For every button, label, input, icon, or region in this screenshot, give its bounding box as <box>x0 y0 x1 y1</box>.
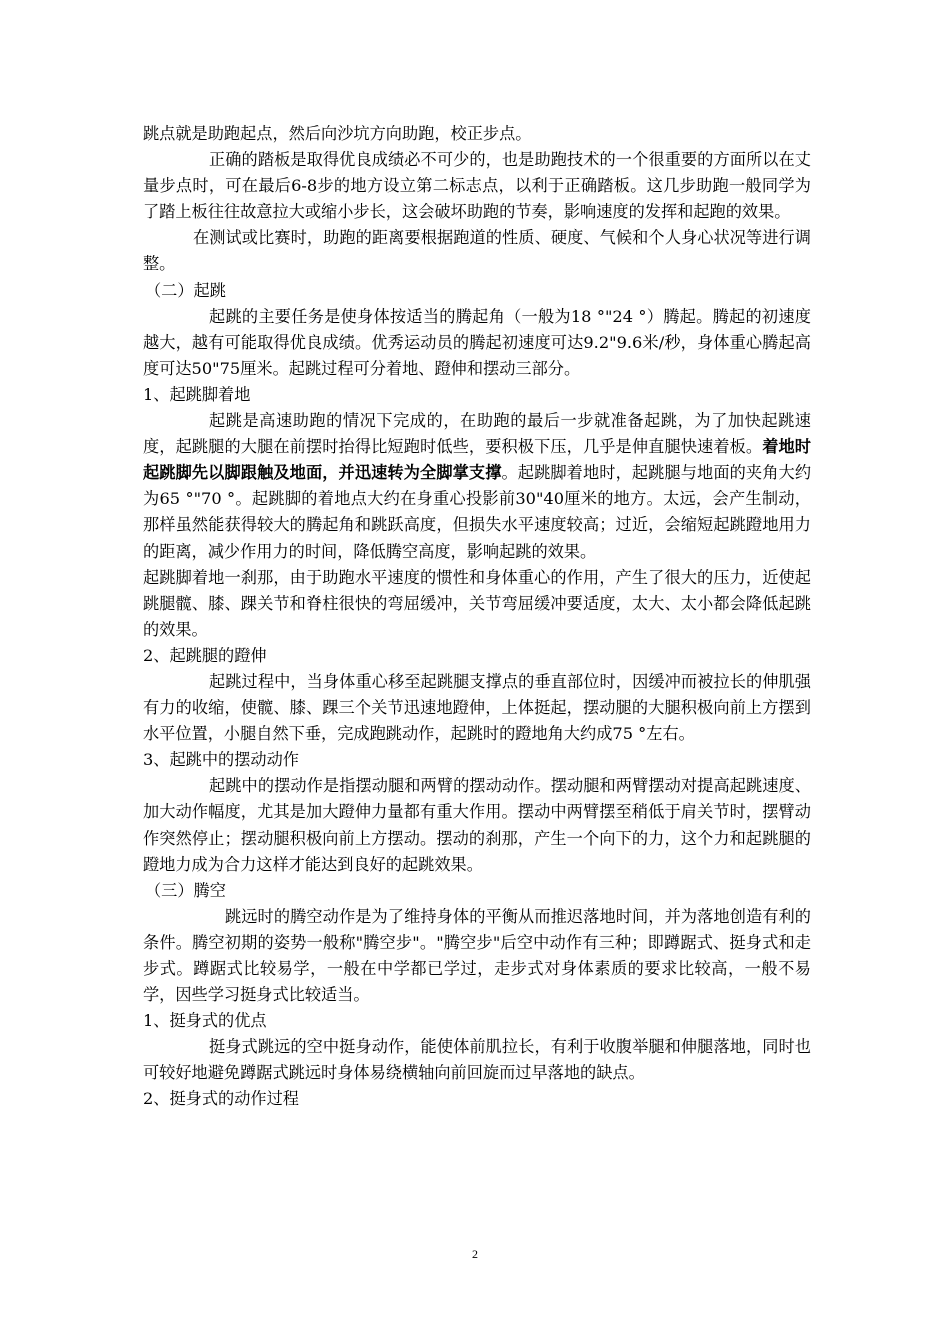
paragraph <box>143 408 811 565</box>
subsection-heading: 1、起跳脚着地 <box>143 384 251 404</box>
section-heading: （二）起跳 <box>145 280 226 300</box>
text-run: 。起跳脚着地时，起跳腿与地面的夹角大约为65 °"70 °。起跳脚的着地点大约在身重心投影前30"40厘米的地方。太远，会产生制动，那样虽然能获得较大的腾起角和跳跃高度，但损失水平速度较高；过近，会缩短起跳蹬地用力的距离，减少作用力的时间，降低腾空高度，影响起跳的效果。 <box>143 463 812 561</box>
paragraph: 起跳脚着地一刹那，由于助跑水平速度的惯性和身体重心的作用，产生了很大的压力，近使起跳腿髋、膝、踝关节和脊柱很快的弯屈缓冲，关节弯屈缓冲要适度，太大、太小都会降低起跳的效果。 <box>143 567 811 639</box>
paragraph: 起跳过程中，当身体重心移至起跳腿支撑点的垂直部位时，因缓冲而被拉长的伸肌强有力的收缩，使髋、膝、踝三个关节迅速地蹬伸，上体挺起，摆动腿的大腿积极向前上方摆到水平位置，小腿自然下垂，完成跑跳动作，起跳时的蹬地角大约成75 °左右。 <box>143 671 811 744</box>
bold-text-run: 着地时起跳脚先以脚跟触及地面，并迅速转为全脚掌支撑 <box>143 437 811 483</box>
paragraph: 起跳中的摆动作是指摆动腿和两臂的摆动动作。摆动腿和两臂摆动对提高起跳速度、加大动作幅度，尤其是加大蹬伸力量都有重大作用。摆动中两臂摆至稍低于肩关节时，摆臂动作突然停止；摆动腿积极向前上方摆动。摆动的刹那，产生一个向下的力，这个力和起跳腿的蹬地力成为合力这样才能达到良好的起跳效果。 <box>143 776 811 874</box>
document-body <box>143 121 811 1113</box>
paragraph: 在测试或比赛时，助跑的距离要根据跑道的性质、硬度、气候和个人身心状况等进行调整。 <box>143 228 811 274</box>
paragraph: 跳点就是助跑起点，然后向沙坑方向助跑，校正步点。 <box>143 124 532 143</box>
text-run: 起跳是高速助跑的情况下完成的，在助跑的最后一步就准备起跳，为了加快起跳速度，起跳腿的大腿在前摆时抬得比短跑时低些，要积极下压，几乎是伸直腿快速着板。 <box>143 411 811 457</box>
paragraph: 正确的踏板是取得优良成绩必不可少的，也是助跑技术的一个很重要的方面所以在丈量步点时，可在最后6-8步的地方设立第二标志点，以利于正确踏板。这几步助跑一般同学为了踏上板往往故意拉大或缩小步长，这会破坏助跑的节奏，影响速度的发挥和起跑的效果。 <box>143 150 811 222</box>
paragraph: 挺身式跳远的空中挺身动作，能使体前肌拉长，有利于收腹举腿和伸腿落地，同时也可较好地避免蹲踞式跳远时身体易绕横轴向前回旋而过早落地的缺点。 <box>143 1037 811 1083</box>
subsection-heading: 3、起跳中的摆动动作 <box>143 750 299 770</box>
subsection-heading: 2、挺身式的动作过程 <box>143 1089 299 1109</box>
section-heading: （三）腾空 <box>145 880 226 900</box>
subsection-heading: 2、起跳腿的蹬伸 <box>143 645 267 665</box>
paragraph: 起跳的主要任务是使身体按适当的腾起角（一般为18 °"24 °）腾起。腾起的初速度越大，越有可能取得优良成绩。优秀运动员的腾起初速度可达9.2"9.6米/秒，身体重心腾起高度可达50"75厘米。起跳过程可分着地、蹬伸和摆动三部分。 <box>143 306 811 378</box>
subsection-heading: 1、挺身式的优点 <box>143 1011 267 1031</box>
page-number: 2 <box>472 1247 478 1261</box>
paragraph: 跳远时的腾空动作是为了维持身体的平衡从而推迟落地时间，并为落地创造有利的条件。腾空初期的姿势一般称"腾空步"。"腾空步"后空中动作有三种；即蹲踞式、挺身式和走步式。蹲踞式比较易学，一般在中学都已学过，走步式对身体素质的要求比较高，一般不易学，因些学习挺身式比较适当。 <box>143 906 811 1005</box>
